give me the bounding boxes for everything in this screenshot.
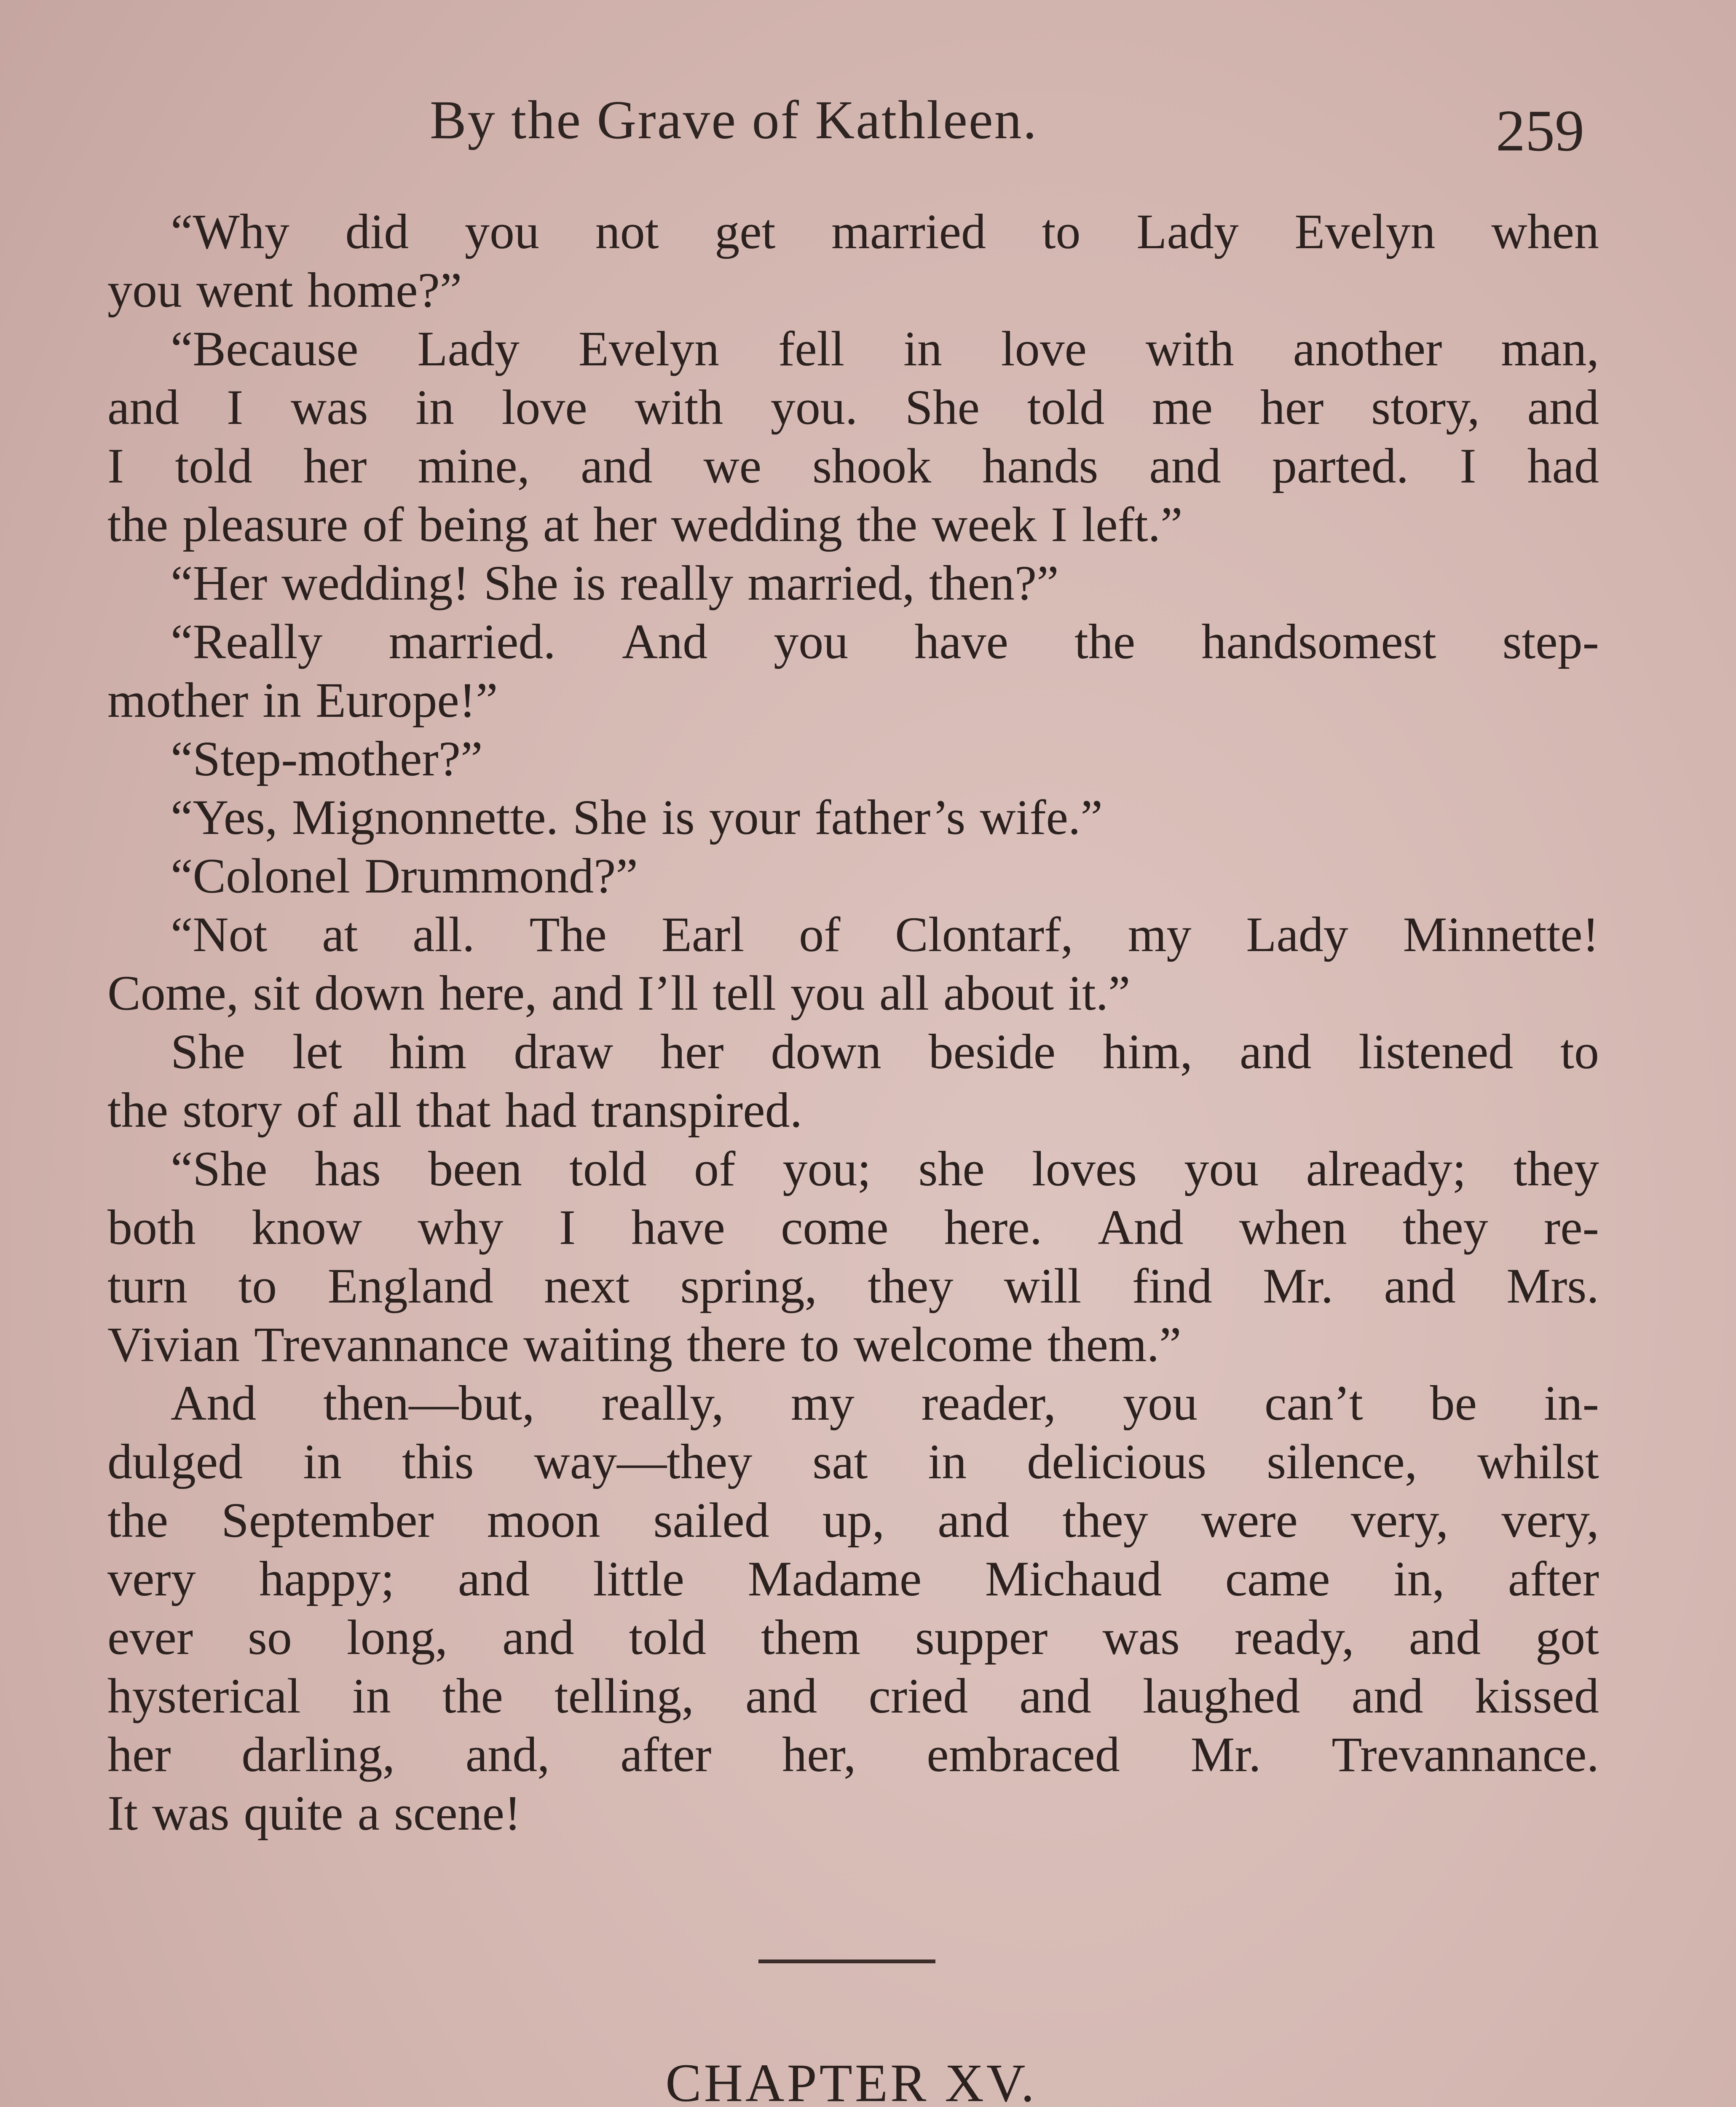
word: reader, bbox=[921, 1375, 1056, 1431]
word: and bbox=[1019, 1668, 1091, 1724]
word: Lady bbox=[1246, 907, 1348, 962]
word: all. bbox=[413, 907, 475, 962]
word: kissed bbox=[1474, 1668, 1599, 1724]
text-line bbox=[107, 729, 1599, 788]
word: She bbox=[483, 555, 558, 611]
text-line bbox=[107, 554, 1599, 612]
word: why bbox=[418, 1200, 504, 1255]
word: up, bbox=[822, 1493, 885, 1548]
word: I bbox=[559, 1200, 576, 1255]
text-line bbox=[107, 1315, 1599, 1374]
word: they bbox=[868, 1258, 954, 1314]
word: did bbox=[345, 204, 409, 259]
word: that bbox=[416, 1083, 491, 1138]
word: of bbox=[799, 907, 841, 962]
word: has bbox=[314, 1141, 381, 1196]
word: Evelyn bbox=[1294, 204, 1436, 259]
word: story bbox=[182, 1083, 282, 1138]
word: embraced bbox=[927, 1727, 1120, 1782]
word: She bbox=[171, 1024, 245, 1079]
word: fell bbox=[778, 321, 845, 376]
word: was bbox=[152, 1785, 230, 1841]
word: Evelyn bbox=[578, 321, 720, 376]
word: told bbox=[569, 1141, 647, 1196]
word: Trevannance. bbox=[1331, 1727, 1599, 1782]
word: after bbox=[620, 1727, 712, 1782]
text-line bbox=[107, 612, 1599, 671]
word: dulged bbox=[107, 1434, 243, 1489]
word: to bbox=[238, 1258, 277, 1314]
word: her bbox=[1260, 380, 1324, 435]
word: and bbox=[502, 1610, 574, 1665]
word: It bbox=[107, 1785, 138, 1841]
word: Mr. bbox=[1190, 1727, 1261, 1782]
word: welcome bbox=[853, 1317, 1033, 1372]
word: you bbox=[1123, 1375, 1198, 1431]
word: “Because bbox=[171, 321, 359, 376]
word: down bbox=[771, 1024, 881, 1079]
word: telling, bbox=[554, 1668, 694, 1724]
word: home?” bbox=[307, 263, 462, 318]
word: and bbox=[1384, 1258, 1456, 1314]
word: went bbox=[196, 263, 293, 318]
word: had bbox=[505, 1083, 577, 1138]
word: very, bbox=[1350, 1493, 1449, 1548]
word: the bbox=[1074, 614, 1136, 669]
word: ever bbox=[107, 1610, 193, 1665]
word: her bbox=[107, 1727, 171, 1782]
word: very bbox=[107, 1551, 196, 1606]
word: And bbox=[622, 614, 708, 669]
word: at bbox=[543, 497, 579, 552]
text-line bbox=[107, 847, 1599, 905]
word: and bbox=[458, 1551, 530, 1606]
word: And bbox=[171, 1375, 257, 1431]
word: way—they bbox=[534, 1434, 753, 1489]
word: the bbox=[856, 497, 918, 552]
word: being bbox=[418, 497, 529, 552]
word: the bbox=[107, 497, 169, 552]
word: was bbox=[290, 380, 368, 435]
text-line bbox=[107, 1549, 1599, 1608]
word: delicious bbox=[1027, 1434, 1207, 1489]
section-divider bbox=[758, 1960, 935, 1963]
word: waiting bbox=[523, 1317, 673, 1372]
word: Drummond?” bbox=[364, 848, 638, 903]
word: handsomest bbox=[1201, 614, 1436, 669]
word: they bbox=[1402, 1200, 1488, 1255]
text-line bbox=[107, 905, 1599, 964]
word: him, bbox=[1103, 1024, 1193, 1079]
word: told bbox=[175, 438, 252, 493]
word: with bbox=[635, 380, 723, 435]
word: her, bbox=[782, 1727, 856, 1782]
text-line bbox=[107, 1667, 1599, 1725]
word: “Her bbox=[171, 555, 268, 611]
text-line bbox=[107, 1257, 1599, 1315]
word: then—but, bbox=[323, 1375, 535, 1431]
word: you bbox=[774, 614, 849, 669]
word: very, bbox=[1501, 1493, 1599, 1548]
word: Lady bbox=[1136, 204, 1239, 259]
word: She bbox=[905, 380, 980, 435]
word: transpired. bbox=[591, 1083, 803, 1138]
word: him bbox=[389, 1024, 467, 1079]
word: hands bbox=[982, 438, 1098, 493]
word: both bbox=[107, 1200, 196, 1255]
word: down bbox=[314, 965, 425, 1021]
word: supper bbox=[915, 1610, 1048, 1665]
word: “Why bbox=[171, 204, 289, 259]
word: silence, bbox=[1267, 1434, 1417, 1489]
word: draw bbox=[514, 1024, 613, 1079]
word: her bbox=[303, 438, 367, 493]
word: let bbox=[292, 1024, 342, 1079]
word: you bbox=[790, 965, 865, 1021]
word: can’t bbox=[1264, 1375, 1363, 1431]
word: you bbox=[1184, 1141, 1259, 1196]
word: at bbox=[322, 907, 358, 962]
text-line bbox=[107, 437, 1599, 495]
word: got bbox=[1535, 1610, 1599, 1665]
word: mine, bbox=[418, 438, 530, 493]
word: you; bbox=[782, 1141, 871, 1196]
word: and bbox=[551, 965, 624, 1021]
word: been bbox=[428, 1141, 522, 1196]
word: had bbox=[1527, 438, 1599, 493]
chapter-title: CHAPTER XV. bbox=[665, 2053, 1037, 2107]
word: have bbox=[631, 1200, 725, 1255]
word: told bbox=[1027, 380, 1105, 435]
word: parted. bbox=[1272, 438, 1409, 493]
word: here, bbox=[439, 965, 537, 1021]
word: the bbox=[442, 1668, 503, 1724]
word: Trevannance bbox=[254, 1317, 509, 1372]
text-line bbox=[107, 319, 1599, 378]
word: long, bbox=[346, 1610, 448, 1665]
word: moon bbox=[487, 1493, 600, 1548]
word: laughed bbox=[1142, 1668, 1300, 1724]
word: is bbox=[662, 790, 695, 845]
word: have bbox=[914, 614, 1009, 669]
word: and bbox=[1527, 380, 1599, 435]
word: my bbox=[790, 1375, 855, 1431]
body-text bbox=[107, 202, 1599, 1842]
word: is bbox=[572, 555, 606, 611]
word: Minnette! bbox=[1403, 907, 1599, 962]
word: Mr. bbox=[1263, 1258, 1334, 1314]
word: wedding bbox=[671, 497, 842, 552]
word: really, bbox=[601, 1375, 724, 1431]
word: story, bbox=[1371, 380, 1480, 435]
word: and bbox=[581, 438, 653, 493]
word: love bbox=[1001, 321, 1087, 376]
word: Mrs. bbox=[1506, 1258, 1599, 1314]
word: in bbox=[352, 1668, 391, 1724]
word: then?” bbox=[929, 555, 1059, 611]
word: told bbox=[629, 1610, 707, 1665]
word: next bbox=[544, 1258, 630, 1314]
word: spring, bbox=[680, 1258, 817, 1314]
word: Vivian bbox=[107, 1317, 240, 1372]
word: married bbox=[831, 204, 986, 259]
word: about bbox=[943, 965, 1054, 1021]
word: already; bbox=[1306, 1141, 1466, 1196]
text-line bbox=[107, 495, 1599, 554]
word: was bbox=[1102, 1610, 1180, 1665]
word: the bbox=[107, 1083, 169, 1138]
text-line bbox=[107, 378, 1599, 437]
word: in bbox=[263, 673, 302, 728]
word: this bbox=[402, 1434, 474, 1489]
word: father’s bbox=[814, 790, 966, 845]
word: were bbox=[1201, 1493, 1298, 1548]
word: of bbox=[296, 1083, 338, 1138]
word: in bbox=[415, 380, 454, 435]
word: I bbox=[1460, 438, 1476, 493]
text-line bbox=[107, 1725, 1599, 1784]
text-line bbox=[107, 1784, 1599, 1842]
word: not bbox=[595, 204, 659, 259]
word: a bbox=[357, 1785, 380, 1841]
word: man, bbox=[1501, 321, 1599, 376]
word: “Really bbox=[171, 614, 323, 669]
word: tell bbox=[713, 965, 776, 1021]
word: mother bbox=[107, 673, 249, 728]
word: pleasure bbox=[182, 497, 348, 552]
word: Michaud bbox=[985, 1551, 1162, 1606]
word: step- bbox=[1502, 614, 1599, 669]
word: here. bbox=[944, 1200, 1042, 1255]
word: she bbox=[918, 1141, 985, 1196]
word: her bbox=[593, 497, 657, 552]
word: and bbox=[938, 1493, 1010, 1548]
word: in bbox=[903, 321, 942, 376]
word: of bbox=[694, 1141, 736, 1196]
word: sat bbox=[812, 1434, 868, 1489]
word: Europe!” bbox=[316, 673, 498, 728]
running-head: By the Grave of Kathleen. bbox=[430, 90, 1038, 150]
page-number: 259 bbox=[1496, 98, 1584, 164]
word: find bbox=[1132, 1258, 1212, 1314]
word: I bbox=[1051, 497, 1068, 552]
word: all bbox=[879, 965, 929, 1021]
word: And bbox=[1098, 1200, 1184, 1255]
word: scene! bbox=[394, 1785, 521, 1841]
text-line bbox=[107, 788, 1599, 847]
word: come bbox=[781, 1200, 889, 1255]
word: you. bbox=[770, 380, 858, 435]
word: Mignonnette. bbox=[292, 790, 559, 845]
word: left.” bbox=[1082, 497, 1183, 552]
text-line bbox=[107, 1491, 1599, 1549]
text-line bbox=[107, 261, 1599, 319]
word: love bbox=[501, 380, 587, 435]
word: Madame bbox=[747, 1551, 922, 1606]
word: so bbox=[248, 1610, 292, 1665]
word: darling, bbox=[241, 1727, 395, 1782]
word: listened bbox=[1358, 1024, 1514, 1079]
word: The bbox=[529, 907, 607, 962]
word: She bbox=[573, 790, 648, 845]
word: loves bbox=[1032, 1141, 1137, 1196]
word: them bbox=[761, 1610, 860, 1665]
word: and, bbox=[465, 1727, 550, 1782]
word: after bbox=[1508, 1551, 1599, 1606]
word: came bbox=[1225, 1551, 1330, 1606]
word: week bbox=[932, 497, 1037, 552]
word: really bbox=[620, 555, 734, 611]
word: wedding! bbox=[281, 555, 469, 611]
word: when bbox=[1491, 204, 1599, 259]
word: in- bbox=[1543, 1375, 1599, 1431]
word: of bbox=[362, 497, 404, 552]
word: married. bbox=[388, 614, 556, 669]
word: re- bbox=[1543, 1200, 1599, 1255]
word: another bbox=[1293, 321, 1442, 376]
word: you bbox=[107, 263, 182, 318]
word: wife.” bbox=[980, 790, 1103, 845]
word: and bbox=[1149, 438, 1221, 493]
word: Earl bbox=[661, 907, 745, 962]
word: to bbox=[1042, 204, 1081, 259]
word: in bbox=[303, 1434, 342, 1489]
word: whilst bbox=[1477, 1434, 1599, 1489]
word: in, bbox=[1393, 1551, 1445, 1606]
word: I’ll bbox=[638, 965, 699, 1021]
word: get bbox=[715, 204, 776, 259]
word: happy; bbox=[259, 1551, 395, 1606]
word: hysterical bbox=[107, 1668, 301, 1724]
word: September bbox=[221, 1493, 434, 1548]
word: I bbox=[227, 380, 244, 435]
word: to bbox=[1560, 1024, 1599, 1079]
word: me bbox=[1152, 380, 1213, 435]
word: and bbox=[107, 380, 179, 435]
word: in bbox=[928, 1434, 967, 1489]
word: they bbox=[1513, 1141, 1599, 1196]
word: married, bbox=[747, 555, 915, 611]
word: your bbox=[709, 790, 801, 845]
word: her bbox=[660, 1024, 724, 1079]
text-line bbox=[107, 1022, 1599, 1081]
word: with bbox=[1145, 321, 1234, 376]
word: when bbox=[1239, 1200, 1347, 1255]
text-line bbox=[107, 1081, 1599, 1139]
word: there bbox=[687, 1317, 786, 1372]
word: “Yes, bbox=[171, 790, 278, 845]
word: and bbox=[1351, 1668, 1423, 1724]
word: all bbox=[352, 1083, 402, 1138]
word: little bbox=[593, 1551, 684, 1606]
word: we bbox=[703, 438, 762, 493]
word: “Colonel bbox=[171, 848, 351, 903]
word: and bbox=[1239, 1024, 1312, 1079]
word: quite bbox=[244, 1785, 343, 1841]
word: my bbox=[1128, 907, 1192, 962]
word: and bbox=[1409, 1610, 1481, 1665]
text-line bbox=[107, 964, 1599, 1022]
word: and bbox=[745, 1668, 817, 1724]
word: them.” bbox=[1047, 1317, 1181, 1372]
word: you bbox=[464, 204, 539, 259]
word: they bbox=[1062, 1493, 1148, 1548]
word: “Not bbox=[171, 907, 268, 962]
text-line bbox=[107, 1608, 1599, 1667]
word: “Step-mother?” bbox=[171, 731, 483, 786]
word: Lady bbox=[417, 321, 520, 376]
text-line bbox=[107, 1198, 1599, 1257]
word: Come, bbox=[107, 965, 239, 1021]
word: the bbox=[107, 1493, 169, 1548]
text-line bbox=[107, 1139, 1599, 1198]
word: will bbox=[1004, 1258, 1082, 1314]
word: sit bbox=[253, 965, 300, 1021]
word: it.” bbox=[1068, 965, 1131, 1021]
word: to bbox=[800, 1317, 839, 1372]
word: I bbox=[107, 438, 124, 493]
text-line bbox=[107, 202, 1599, 261]
word: ready, bbox=[1234, 1610, 1354, 1665]
word: be bbox=[1430, 1375, 1477, 1431]
word: “She bbox=[171, 1141, 268, 1196]
word: sailed bbox=[653, 1493, 769, 1548]
text-line bbox=[107, 671, 1599, 729]
text-line bbox=[107, 1374, 1599, 1432]
word: beside bbox=[928, 1024, 1056, 1079]
word: shook bbox=[812, 438, 932, 493]
text-line bbox=[107, 1432, 1599, 1491]
word: Clontarf, bbox=[895, 907, 1073, 962]
word: turn bbox=[107, 1258, 188, 1314]
word: know bbox=[251, 1200, 362, 1255]
word: cried bbox=[868, 1668, 968, 1724]
word: England bbox=[327, 1258, 493, 1314]
